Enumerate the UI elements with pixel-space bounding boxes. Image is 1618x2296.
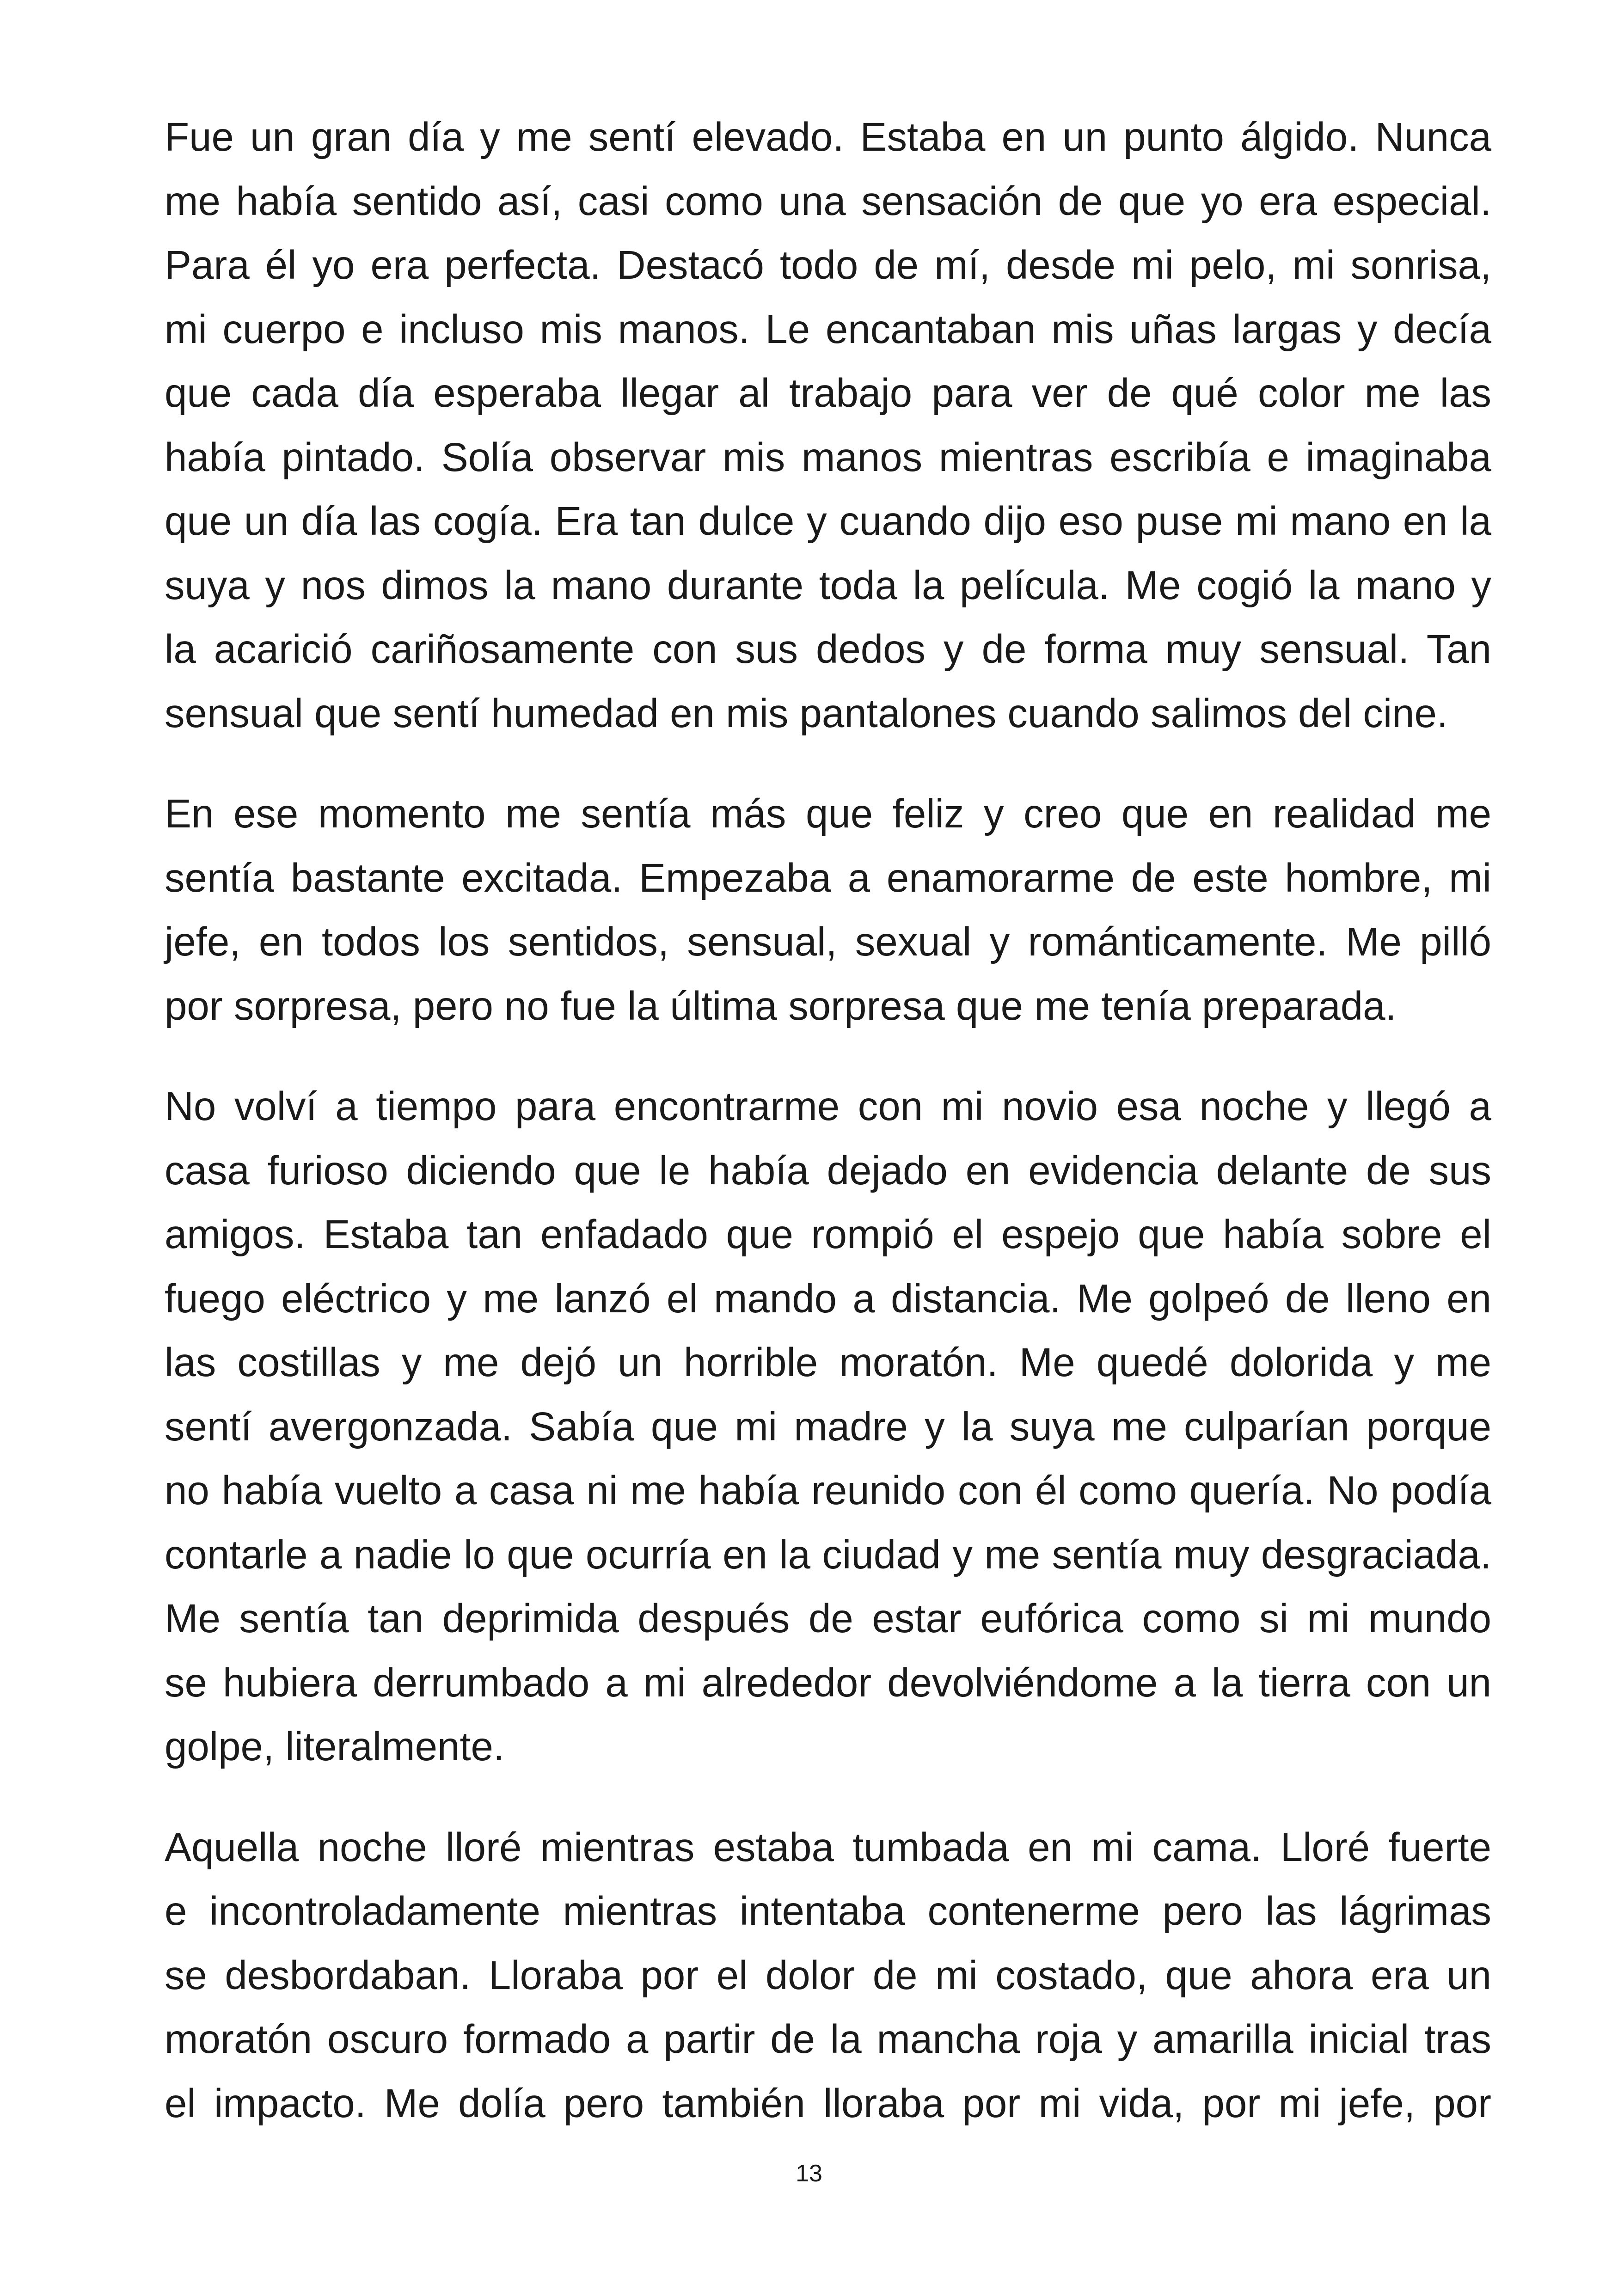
- text-line: mi cuerpo e incluso mis manos. Le encantaban mis uñas largas y decía: [165, 306, 1491, 352]
- paragraph-1: [165, 105, 1491, 746]
- paragraph-2: [165, 782, 1491, 1038]
- text-line: amigos. Estaba tan enfadado que rompió el espejo que había sobre el: [165, 1212, 1491, 1257]
- text-line: golpe, literalmente.: [165, 1724, 505, 1769]
- text-line: En ese momento me sentía más que feliz y creo que en realidad me: [165, 791, 1491, 836]
- text-line: sentí avergonzada. Sabía que mi madre y la suya me culparían porque: [165, 1404, 1491, 1449]
- text-line: me había sentido así, casi como una sensación de que yo era especial.: [165, 178, 1491, 224]
- text-line: que un día las cogía. Era tan dulce y cuando dijo eso puse mi mano en la: [165, 499, 1491, 544]
- text-line: moratón oscuro formado a partir de la mancha roja y amarilla inicial tras: [165, 2017, 1491, 2062]
- text-line: Para él yo era perfecta. Destacó todo de mí, desde mi pelo, mi sonrisa,: [165, 243, 1491, 288]
- text-line: e incontroladamente mientras intentaba contenerme pero las lágrimas: [165, 1889, 1491, 1934]
- text-line: el impacto. Me dolía pero también lloraba por mi vida, por mi jefe, por: [165, 2081, 1491, 2126]
- text-line: se desbordaban. Lloraba por el dolor de mi costado, que ahora era un: [165, 1953, 1491, 1998]
- body-text: [165, 105, 1491, 2172]
- text-line: se hubiera derrumbado a mi alrededor devolviéndome a la tierra con un: [165, 1660, 1491, 1705]
- text-line: No volví a tiempo para encontrarme con mi novio esa noche y llegó a: [165, 1084, 1491, 1129]
- text-line: jefe, en todos los sentidos, sensual, sexual y románticamente. Me pilló: [165, 919, 1491, 964]
- text-line: fuego eléctrico y me lanzó el mando a distancia. Me golpeó de lleno en: [165, 1276, 1491, 1321]
- paragraph-3: [165, 1075, 1491, 1779]
- text-line: Me sentía tan deprimida después de estar eufórica como si mi mundo: [165, 1596, 1491, 1641]
- text-line: Fue un gran día y me sentí elevado. Estaba en un punto álgido. Nunca: [165, 115, 1491, 159]
- text-line: las costillas y me dejó un horrible moratón. Me quedé dolorida y me: [165, 1340, 1491, 1385]
- text-line: sensual que sentí humedad en mis pantalones cuando salimos del cine.: [165, 691, 1448, 736]
- text-line: sentía bastante excitada. Empezaba a enamorarme de este hombre, mi: [165, 855, 1491, 900]
- text-line: contarle a nadie lo que ocurría en la ciudad y me sentía muy desgraciada.: [165, 1532, 1491, 1577]
- text-line: que cada día esperaba llegar al trabajo para ver de qué color me las: [165, 371, 1491, 416]
- text-line: la acarició cariñosamente con sus dedos y de forma muy sensual. Tan: [165, 627, 1491, 672]
- page-number: 13: [796, 2160, 822, 2187]
- text-line: suya y nos dimos la mano durante toda la película. Me cogió la mano y: [165, 563, 1491, 608]
- text-line: había pintado. Solía observar mis manos mientras escribía e imaginaba: [165, 435, 1491, 480]
- text-line: casa furioso diciendo que le había dejado en evidencia delante de sus: [165, 1148, 1491, 1193]
- text-line: Aquella noche lloré mientras estaba tumbada en mi cama. Lloré fuerte: [165, 1825, 1491, 1870]
- paragraph-4: [165, 1816, 1491, 2136]
- text-line: por sorpresa, pero no fue la última sorpresa que me tenía preparada.: [165, 983, 1397, 1029]
- text-line: no había vuelto a casa ni me había reunido con él como quería. No podía: [165, 1468, 1491, 1513]
